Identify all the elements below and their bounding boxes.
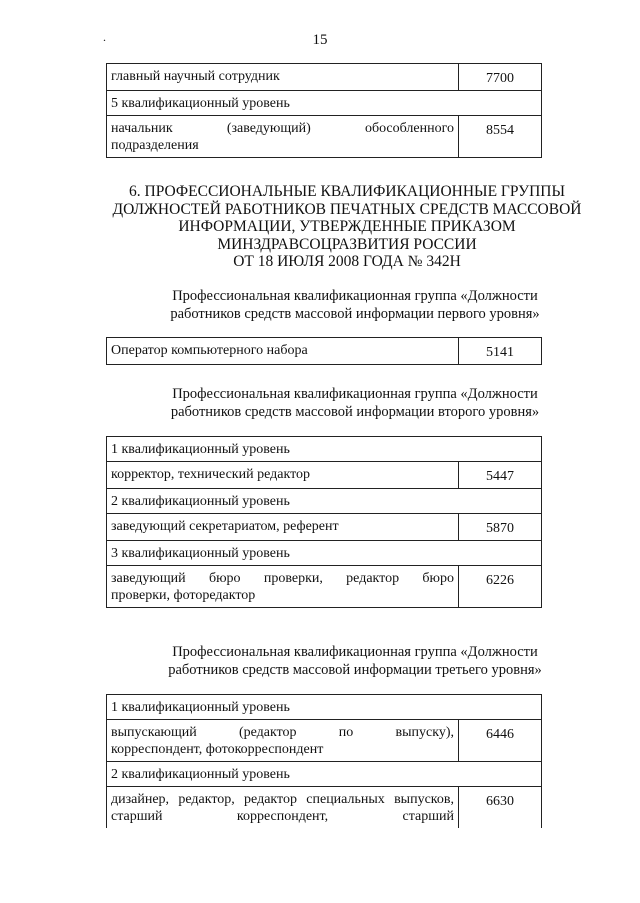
position-label-line: проверки, фоторедактор — [111, 588, 256, 603]
position-label: главный научный сотрудник — [107, 64, 459, 91]
table-row — [107, 695, 542, 720]
table-group-1 — [106, 337, 542, 365]
page-number: 15 — [312, 32, 328, 48]
salary-value: 6226 — [459, 566, 542, 608]
position-label-line: старший корреспондент, старший — [111, 809, 454, 824]
group-title-line: работников средств массовой информации первого уровня» — [170, 306, 540, 322]
table-row — [107, 720, 542, 762]
salary-value: 5447 — [459, 462, 542, 489]
position-label — [107, 787, 459, 829]
heading-line: МИНЗДРАВСОЦРАЗВИТИЯ РОССИИ — [217, 235, 477, 253]
position-label: корректор, технический редактор — [107, 462, 459, 489]
salary-value: 6630 — [459, 787, 542, 829]
table-row — [107, 338, 542, 365]
qualification-level: 1 квалификационный уровень — [107, 695, 542, 720]
heading-line: 6. ПРОФЕССИОНАЛЬНЫЕ КВАЛИФИКАЦИОННЫЕ ГРУППЫ — [129, 183, 565, 200]
table-top — [106, 63, 542, 158]
table-row — [107, 514, 542, 541]
salary-value: 5141 — [459, 338, 542, 365]
position-label: Оператор компьютерного набора — [107, 338, 459, 365]
qualification-level: 5 квалификационный уровень — [107, 91, 542, 116]
table-row — [107, 64, 542, 91]
group-title-line: работников средств массовой информации третьего уровня» — [168, 662, 542, 678]
qualification-level: 3 квалификационный уровень — [107, 541, 542, 566]
table-group-2 — [106, 436, 542, 608]
group-title-3 — [150, 643, 560, 679]
position-label-line: выпускающий (редактор по выпуску), — [111, 725, 454, 740]
salary-value: 8554 — [459, 116, 542, 158]
table-row — [107, 91, 542, 116]
table-group-3 — [106, 694, 542, 828]
position-label-line: дизайнер, редактор, редактор специальных выпусков, — [111, 792, 454, 807]
qualification-level: 2 квалификационный уровень — [107, 489, 542, 514]
salary-value: 5870 — [459, 514, 542, 541]
position-label — [107, 720, 459, 762]
qualification-level: 2 квалификационный уровень — [107, 762, 542, 787]
group-title-2 — [150, 385, 560, 421]
top-mark: . — [103, 30, 106, 44]
position-label-line: начальник (заведующий) обособленного — [111, 121, 454, 136]
qualification-level: 1 квалификационный уровень — [107, 437, 542, 462]
position-label-line: заведующий бюро проверки, редактор бюро — [111, 571, 454, 586]
group-title-line: Профессиональная квалификационная группа «Должности — [172, 644, 538, 660]
table-row — [107, 566, 542, 608]
table-row — [107, 462, 542, 489]
salary-value: 7700 — [459, 64, 542, 91]
heading-line: ДОЛЖНОСТЕЙ РАБОТНИКОВ ПЕЧАТНЫХ СРЕДСТВ МАССОВОЙ — [112, 200, 582, 218]
table-row — [107, 787, 542, 829]
position-label — [107, 566, 459, 608]
group-title-line: Профессиональная квалификационная группа «Должности — [172, 386, 538, 402]
group-title-line: работников средств массовой информации второго уровня» — [170, 404, 540, 420]
table-row — [107, 541, 542, 566]
group-title-line: Профессиональная квалификационная группа «Должности — [172, 288, 538, 304]
table-row — [107, 437, 542, 462]
salary-value: 6446 — [459, 720, 542, 762]
table-row — [107, 116, 542, 158]
table-row — [107, 489, 542, 514]
position-label — [107, 116, 459, 158]
heading-line: ОТ 18 ИЮЛЯ 2008 ГОДА № 342Н — [233, 253, 461, 270]
heading-line: ИНФОРМАЦИИ, УТВЕРЖДЕННЫЕ ПРИКАЗОМ — [178, 218, 516, 235]
group-title-1 — [150, 287, 560, 323]
position-label-line: подразделения — [111, 138, 199, 153]
position-label: заведующий секретариатом, референт — [107, 514, 459, 541]
position-label-line: корреспондент, фотокорреспондент — [111, 742, 324, 757]
table-row — [107, 762, 542, 787]
section-heading — [108, 183, 586, 271]
